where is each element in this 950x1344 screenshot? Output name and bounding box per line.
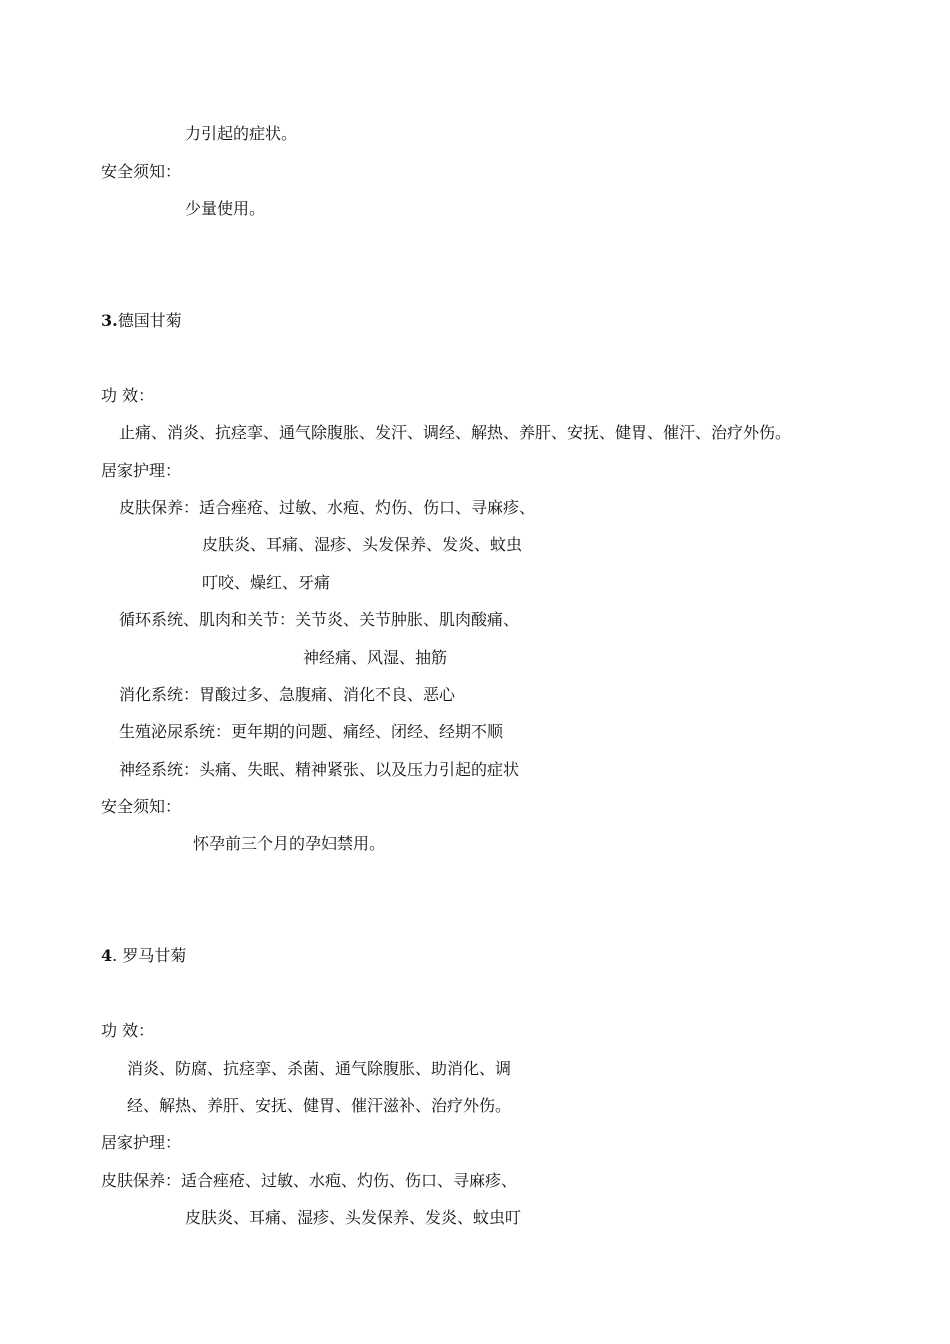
section-3-number: 3. bbox=[101, 311, 118, 330]
section-4-skin-line-2: 皮肤炎、耳痛、湿疹、头发保养、发炎、蚊虫叮 bbox=[185, 1208, 522, 1227]
section-3-skin-line-1: 皮肤保养：适合痤疮、过敏、水疱、灼伤、伤口、寻麻疹、 bbox=[119, 498, 536, 517]
section-3-circulation-line-1: 循环系统、肌肉和关节：关节炎、关节肿胀、肌肉酸痛、 bbox=[119, 610, 520, 629]
section-3-digestive: 消化系统：胃酸过多、急腹痛、消化不良、恶心 bbox=[119, 685, 456, 704]
section-4-number: 4 bbox=[101, 946, 113, 965]
section-3-heading bbox=[101, 311, 182, 331]
section-3-skin-line-3: 叮咬、燥红、牙痛 bbox=[202, 573, 331, 592]
section-4-effects-label: 功 效： bbox=[101, 1021, 155, 1040]
section-3-effects-label: 功 效： bbox=[101, 386, 155, 405]
section-3-circulation-line-2: 神经痛、风湿、抽筋 bbox=[303, 648, 448, 667]
section-3-nervous: 神经系统：头痛、失眠、精神紧张、以及压力引起的症状 bbox=[119, 760, 520, 779]
section-4-heading bbox=[101, 946, 186, 966]
continued-text: 力引起的症状。 bbox=[185, 124, 298, 143]
section-3-title: 德国甘菊 bbox=[117, 311, 182, 330]
section-4-skin-line-1: 皮肤保养：适合痤疮、过敏、水疱、灼伤、伤口、寻麻疹、 bbox=[101, 1171, 518, 1190]
section-4-effects-line-1: 消炎、防腐、抗痉挛、杀菌、通气除腹胀、助消化、调 bbox=[127, 1059, 512, 1078]
section-3-effects-text: 止痛、消炎、抗痉挛、通气除腹胀、发汗、调经、解热、养肝、安抚、健胃、催汗、治疗外伤。 bbox=[119, 423, 792, 442]
safety-text: 少量使用。 bbox=[185, 199, 266, 218]
section-3-skin-line-2: 皮肤炎、耳痛、湿疹、头发保养、发炎、蚊虫 bbox=[202, 535, 523, 554]
section-3-safety-label: 安全须知： bbox=[101, 797, 182, 816]
section-3-care-label: 居家护理： bbox=[101, 461, 182, 480]
section-3-safety-text: 怀孕前三个月的孕妇禁用。 bbox=[193, 834, 386, 853]
safety-label: 安全须知： bbox=[101, 162, 182, 181]
section-4-care-label: 居家护理： bbox=[101, 1133, 182, 1152]
section-4-title: . 罗马甘菊 bbox=[112, 946, 187, 965]
section-3-reproductive: 生殖泌尿系统：更年期的问题、痛经、闭经、经期不顺 bbox=[119, 722, 504, 741]
section-4-effects-line-2: 经、解热、养肝、安抚、健胃、催汗滋补、治疗外伤。 bbox=[127, 1096, 512, 1115]
